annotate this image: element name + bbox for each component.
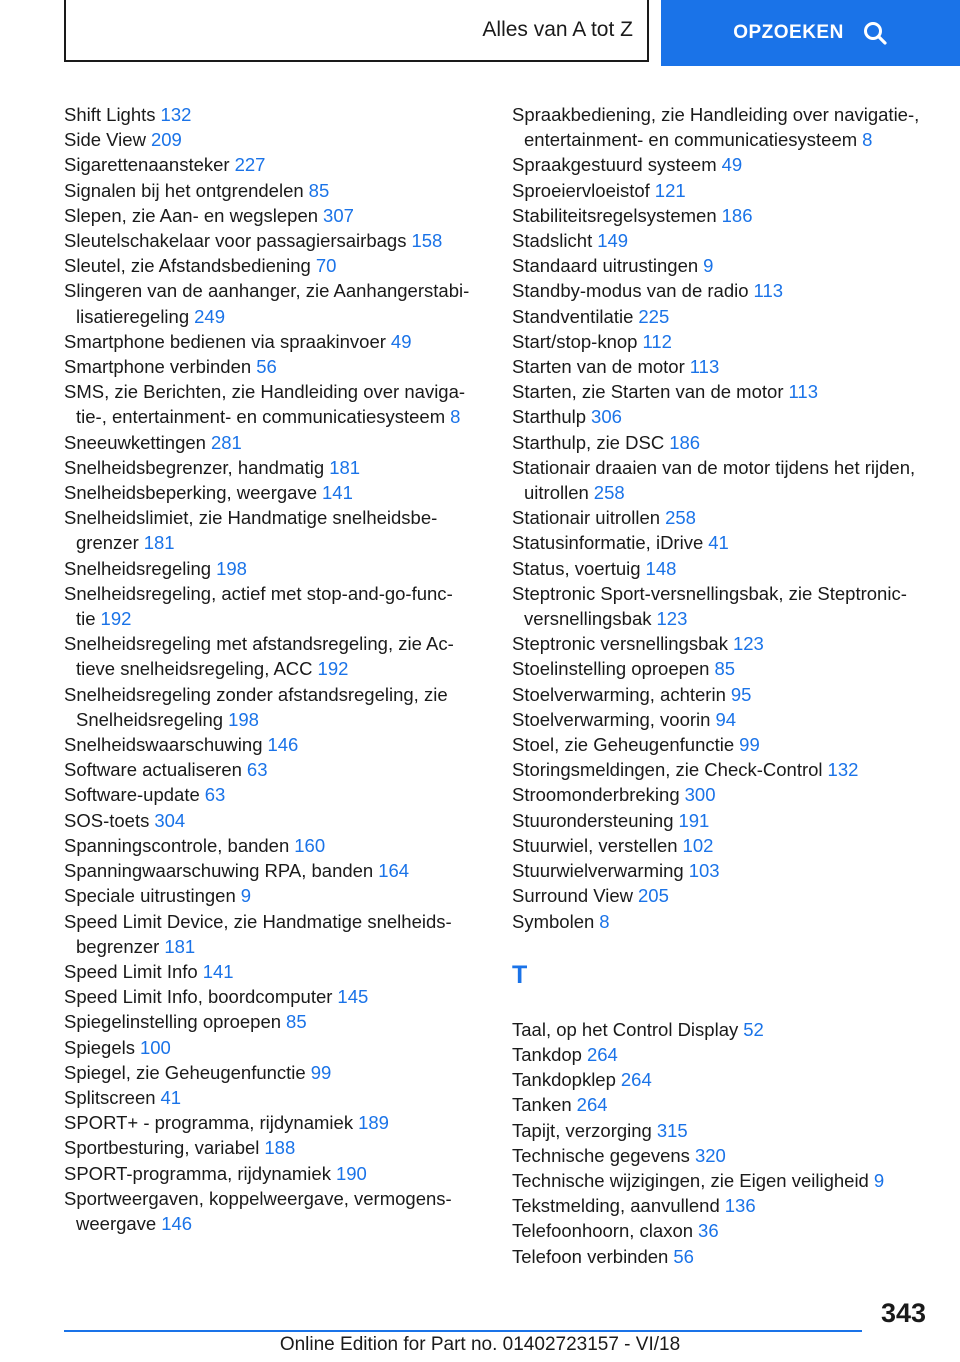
index-page-link[interactable]: 146 [267, 734, 299, 756]
index-entry [64, 782, 484, 807]
index-entry-text: Tapijt, verzorging [512, 1119, 652, 1141]
index-page-link[interactable]: 121 [654, 179, 686, 201]
index-page-link[interactable]: 123 [732, 633, 764, 655]
index-entry-text: Starthulp [512, 406, 587, 428]
tab-alles-van-a-tot-z[interactable] [64, 0, 649, 62]
index-page-link[interactable]: 100 [139, 1036, 171, 1058]
index-entry-text: Standby-modus van de radio [512, 280, 749, 302]
index-page-link[interactable]: 306 [591, 406, 622, 428]
index-entry [512, 304, 942, 329]
index-entry-text: Splitscreen [64, 1086, 156, 1108]
index-page-link[interactable]: 192 [100, 608, 132, 630]
index-page-link[interactable]: 102 [682, 834, 714, 856]
index-entry-text: Stoelverwarming, voorin [512, 708, 711, 730]
index-entry [64, 883, 484, 908]
index-entry-text: Slepen, zie Aan- en wegslepen [64, 204, 319, 226]
index-entry [512, 631, 942, 656]
index-entry [512, 1042, 942, 1067]
index-page-link[interactable]: 112 [642, 330, 672, 352]
index-entry [512, 682, 942, 707]
index-entry [512, 354, 942, 379]
index-page-link[interactable]: 315 [656, 1119, 688, 1141]
index-entry [512, 278, 942, 303]
index-entry [512, 1067, 942, 1092]
index-entry-text: Spiegel, zie Geheugenfunctie [64, 1061, 306, 1083]
index-entry-text: Smartphone bedienen via spraakinvoer [64, 330, 386, 352]
page-number: 343 [880, 1298, 926, 1328]
index-page-link[interactable]: 41 [708, 532, 729, 554]
index-entry-text: Sigarettenaansteker [64, 154, 230, 176]
index-page-link[interactable]: 258 [665, 507, 696, 529]
index-entry-text: Spiegelinstelling oproepen [64, 1011, 282, 1033]
index-entry-text: Stabiliteitsregelsystemen [512, 204, 717, 226]
index-page-link[interactable]: 132 [827, 759, 859, 781]
index-page-link[interactable]: 190 [335, 1162, 367, 1184]
index-entry [64, 1110, 484, 1135]
index-entry [512, 556, 942, 581]
index-entry-text: Status, voertuig [512, 557, 641, 579]
tab-opzoeken[interactable] [661, 0, 960, 66]
index-page-link[interactable]: 136 [724, 1195, 756, 1217]
index-entry [512, 909, 942, 934]
index-entry [512, 152, 942, 177]
index-page-link[interactable]: 9 [873, 1169, 885, 1191]
index-entry-text: Sneeuwkettingen [64, 431, 206, 453]
index-entry [64, 228, 484, 253]
index-entry [512, 833, 942, 858]
index-entry [64, 505, 484, 555]
index-page-link[interactable]: 249 [194, 305, 225, 327]
index-column-left [64, 102, 484, 1236]
index-entry-text: Spanningscontrole, banden [64, 834, 290, 856]
index-page-link[interactable]: 188 [264, 1137, 296, 1159]
index-entry-text: Tanken [512, 1094, 572, 1116]
index-entry [64, 278, 484, 328]
index-entry-text: Spiegels [64, 1036, 135, 1058]
index-page-link[interactable]: 9 [240, 885, 252, 907]
index-page-link[interactable]: 198 [228, 708, 259, 730]
index-page-link[interactable]: 41 [160, 1086, 182, 1108]
index-entry-text: Stoelinstelling oproepen [512, 658, 710, 680]
index-page-link[interactable]: 145 [337, 986, 369, 1008]
index-entry-text: Snelheidsregeling, actief met stop-and-go-functie [64, 582, 453, 630]
index-page-link[interactable]: 192 [317, 658, 349, 680]
index-entry [512, 530, 942, 555]
index-entry [512, 1193, 942, 1218]
index-entry-text: Stroomonderbreking [512, 784, 680, 806]
index-page-link[interactable]: 205 [638, 885, 669, 907]
footer-divider [64, 1330, 862, 1332]
index-page-link[interactable]: 8 [450, 406, 461, 428]
index-entry-text: Software-update [64, 784, 200, 806]
index-entry [512, 505, 942, 530]
index-page-link[interactable]: 164 [378, 860, 410, 882]
index-entry-text: Standventilatie [512, 305, 634, 327]
index-entry [512, 757, 942, 782]
index-page-link[interactable]: 36 [698, 1220, 719, 1242]
index-entry-text: Stoel, zie Geheugenfunctie [512, 734, 735, 756]
index-page-link[interactable]: 85 [308, 179, 330, 201]
index-entry-text: Standaard uitrustingen [512, 255, 699, 277]
index-entry [64, 1085, 484, 1110]
index-entry-text: Start/stop-knop [512, 330, 638, 352]
index-entry [512, 430, 942, 455]
index-entry [64, 858, 484, 883]
index-entry-text: Sportbesturing, variabel [64, 1137, 260, 1159]
index-entry [512, 707, 942, 732]
index-entry [512, 404, 942, 429]
index-entry-text: Speciale uitrustingen [64, 885, 236, 907]
index-page-link[interactable]: 132 [160, 104, 192, 125]
index-entry [64, 1186, 484, 1236]
index-entry [512, 228, 942, 253]
search-icon [862, 20, 888, 46]
index-entry [512, 858, 942, 883]
index-entry [512, 1143, 942, 1168]
index-entry-text: Telefoonhoorn, claxon [512, 1220, 694, 1242]
index-page-link[interactable]: 181 [329, 456, 361, 478]
index-page-link[interactable]: 160 [294, 834, 326, 856]
index-page-link[interactable]: 56 [256, 356, 277, 378]
index-page-link[interactable]: 209 [150, 129, 182, 151]
index-entry [512, 1218, 942, 1243]
index-entry [64, 631, 484, 681]
index-entry-text: Stoelverwarming, achterin [512, 683, 726, 705]
index-entry-text: Starten van de motor [512, 356, 685, 378]
index-entry [512, 455, 942, 505]
index-page-link[interactable]: 307 [323, 204, 354, 226]
index-entry-text: Snelheidsregeling zonder afstandsregeling, zie Snelheidsregeling [64, 683, 448, 730]
index-entry [64, 909, 484, 959]
index-entry-text: Technische gegevens [512, 1144, 690, 1166]
index-page-link[interactable]: 191 [678, 809, 710, 831]
index-entry-text: Symbolen [512, 910, 595, 932]
index-entry-text: Starten, zie Starten van de motor [512, 381, 784, 403]
index-entry [64, 1009, 484, 1034]
index-entry [512, 1118, 942, 1143]
index-page-link[interactable]: 189 [358, 1112, 389, 1134]
index-page-link[interactable]: 281 [210, 431, 242, 453]
index-page-link[interactable]: 264 [620, 1069, 652, 1091]
index-entry-text: Stationair draaien van de motor tijdens het rijden, uitrollen [512, 456, 916, 504]
index-page-link[interactable]: 198 [216, 557, 247, 579]
index-entry-text: Shift Lights [64, 104, 156, 125]
index-entry [512, 329, 942, 354]
index-entry-text: Signalen bij het ontgrendelen [64, 179, 304, 201]
index-entry-text: Speed Limit Info, boordcomputer [64, 986, 333, 1008]
index-entry [64, 581, 484, 631]
index-entry-text: Spraakgestuurd systeem [512, 154, 717, 176]
index-entry [64, 808, 484, 833]
index-entry [64, 682, 484, 732]
index-entry-text: Steptronic Sport-versnellingsbak, zie Steptronic-versnellingsbak [512, 582, 907, 630]
index-entry-text: Statusinformatie, iDrive [512, 532, 704, 554]
index-entry [64, 556, 484, 581]
index-entry-text: Speed Limit Info [64, 960, 198, 982]
index-entry [512, 1168, 942, 1193]
index-page-link[interactable]: 8 [599, 910, 610, 932]
index-entry-text: Stuurondersteuning [512, 809, 674, 831]
index-entry [64, 203, 484, 228]
index-entry-text: Storingsmeldingen, zie Check-Control [512, 759, 823, 781]
index-entry-text: Steptronic versnellingsbak [512, 633, 728, 655]
index-page-link[interactable]: 181 [164, 935, 196, 957]
index-page-link[interactable]: 300 [684, 784, 716, 806]
index-entry [64, 959, 484, 984]
index-entry-text: Speed Limit Device, zie Handmatige snelheidsbegrenzer [64, 910, 452, 957]
index-page-link[interactable]: 113 [753, 280, 784, 302]
index-entry-text: Tankdop [512, 1043, 582, 1065]
index-page-link[interactable]: 113 [788, 381, 818, 403]
index-entry-text: Snelheidsregeling [64, 557, 212, 579]
index-page-link[interactable]: 148 [645, 557, 677, 579]
index-entry [64, 1035, 484, 1060]
section-letter-t: T [512, 960, 528, 989]
index-page-link[interactable]: 49 [721, 154, 743, 176]
index-entry [512, 1017, 942, 1042]
index-page-link[interactable]: 94 [715, 708, 737, 730]
index-entry-text: Slingeren van de aanhanger, zie Aanhangerstabilisatieregeling [64, 280, 470, 327]
index-page-link[interactable]: 141 [322, 482, 353, 504]
index-entry [512, 883, 942, 908]
index-entry-text: Sleutelschakelaar voor passagiersairbags [64, 230, 407, 252]
index-entry-text: Snelheidsregeling met afstandsregeling, zie Actieve snelheidsregeling, ACC [64, 633, 454, 680]
index-entry-text: Stadslicht [512, 230, 593, 252]
index-entry [64, 480, 484, 505]
index-entry-text: Side View [64, 129, 146, 151]
index-entry-text: Snelheidsbegrenzer, handmatig [64, 456, 325, 478]
index-entry [512, 656, 942, 681]
index-group-t [512, 1017, 942, 1269]
index-entry [64, 1135, 484, 1160]
index-entry-text: Snelheidsbeperking, weergave [64, 482, 318, 504]
index-page-link[interactable]: 49 [390, 330, 412, 352]
index-page-link[interactable]: 85 [286, 1011, 307, 1033]
index-page-link[interactable]: 85 [714, 658, 736, 680]
index-entry-text: Sleutel, zie Afstandsbediening [64, 255, 311, 277]
index-page-link[interactable]: 113 [689, 356, 720, 378]
index-entry [64, 253, 484, 278]
index-page-link[interactable]: 70 [315, 255, 337, 277]
index-entry [64, 102, 484, 127]
index-entry-text: Snelheidslimiet, zie Handmatige snelheidsbegrenzer [64, 507, 438, 554]
index-entry-text: Surround View [512, 885, 634, 907]
index-page-link[interactable]: 227 [234, 154, 266, 176]
index-entry-text: Taal, op het Control Display [512, 1018, 739, 1040]
index-entry-text: Snelheidswaarschuwing [64, 734, 263, 756]
index-page-link[interactable]: 99 [739, 734, 760, 756]
index-entry-text: SPORT-programma, rijdynamiek [64, 1162, 331, 1184]
index-page-link[interactable]: 63 [246, 759, 268, 781]
index-entry-text: Stuurwielverwarming [512, 860, 684, 882]
index-entry [64, 379, 484, 429]
index-entry-text: Tankdopklep [512, 1069, 616, 1091]
index-page-link[interactable]: 123 [656, 608, 688, 630]
index-entry-text: SMS, zie Berichten, zie Handleiding over navigatie-, entertainment- en communicatiesysteem [64, 381, 466, 428]
index-group-s [512, 102, 942, 934]
index-page-link[interactable]: 258 [593, 482, 625, 504]
index-entry [512, 732, 942, 757]
index-entry [64, 152, 484, 177]
index-entry [512, 253, 942, 278]
index-entry-text: Software actualiseren [64, 759, 242, 781]
index-entry [64, 329, 484, 354]
index-entry-text: Telefoon verbinden [512, 1245, 669, 1267]
index-entry [64, 984, 484, 1009]
index-entry-text: Stationair uitrollen [512, 507, 661, 529]
index-entry-text: Spraakbediening, zie Handleiding over navigatie-, entertainment- en communicatiesysteem [512, 104, 920, 151]
index-entry-text: Sproeiervloeistof [512, 179, 650, 201]
index-entry [64, 1161, 484, 1186]
index-entry [512, 1244, 942, 1269]
index-entry [512, 203, 942, 228]
index-page-link[interactable]: 52 [743, 1018, 764, 1040]
index-entry-text: Stuurwiel, verstellen [512, 834, 678, 856]
index-page-link[interactable]: 141 [202, 960, 234, 982]
tab-opzoeken-label: OPZOEKEN [733, 22, 844, 43]
index-entry-text: SPORT+ - programma, rijdynamiek [64, 1112, 354, 1134]
index-page-link[interactable]: 149 [597, 230, 629, 252]
index-entry [64, 1060, 484, 1085]
index-page-link[interactable]: 320 [694, 1144, 726, 1166]
index-entry [64, 430, 484, 455]
index-entry [64, 354, 484, 379]
index-column-right [512, 102, 942, 1269]
index-entry [64, 178, 484, 203]
index-entry-text: Technische wijzigingen, zie Eigen veiligheid [512, 1169, 869, 1191]
index-page-link[interactable]: 56 [673, 1245, 694, 1267]
index-page-link[interactable]: 186 [669, 431, 701, 453]
index-page-link[interactable]: 264 [586, 1043, 618, 1065]
tab-alles-label: Alles van A tot Z [482, 18, 633, 41]
index-page-link[interactable]: 95 [730, 683, 752, 705]
index-page-link[interactable]: 8 [862, 129, 873, 151]
index-entry [512, 1092, 942, 1117]
index-entry [64, 455, 484, 480]
index-page-link[interactable]: 186 [721, 204, 753, 226]
index-entry [512, 379, 942, 404]
index-entry-text: Sportweergaven, koppelweergave, vermogensweergave [64, 1187, 452, 1234]
index-page-link[interactable]: 9 [703, 255, 714, 277]
index-entry [512, 178, 942, 203]
index-entry-text: Smartphone verbinden [64, 356, 252, 378]
index-entry-text: Starthulp, zie DSC [512, 431, 665, 453]
index-entry-text: Spanningwaarschuwing RPA, banden [64, 860, 374, 882]
index-entry [512, 808, 942, 833]
index-entry [512, 782, 942, 807]
index-entry [64, 732, 484, 757]
index-entry [64, 757, 484, 782]
index-entry [64, 833, 484, 858]
index-entry [512, 102, 942, 152]
index-page-link[interactable]: 99 [310, 1061, 332, 1083]
index-page-link[interactable]: 158 [411, 230, 443, 252]
index-entry-text: SOS-toets [64, 809, 150, 831]
top-navigation [0, 0, 960, 66]
index-page-link[interactable]: 103 [688, 860, 720, 882]
index-page-link[interactable]: 146 [161, 1212, 193, 1234]
index-page-link[interactable]: 304 [154, 809, 186, 831]
index-entry [64, 127, 484, 152]
index-entry-text: Tekstmelding, aanvullend [512, 1195, 720, 1217]
index-entry [512, 581, 942, 631]
footer-edition-text: Online Edition for Part no. 01402723157 - VI/18 [279, 1334, 681, 1355]
index-page-link[interactable]: 264 [576, 1094, 608, 1116]
index-page-link[interactable]: 225 [638, 305, 670, 327]
index-page-link[interactable]: 181 [143, 532, 175, 554]
index-page-link[interactable]: 63 [204, 784, 226, 806]
